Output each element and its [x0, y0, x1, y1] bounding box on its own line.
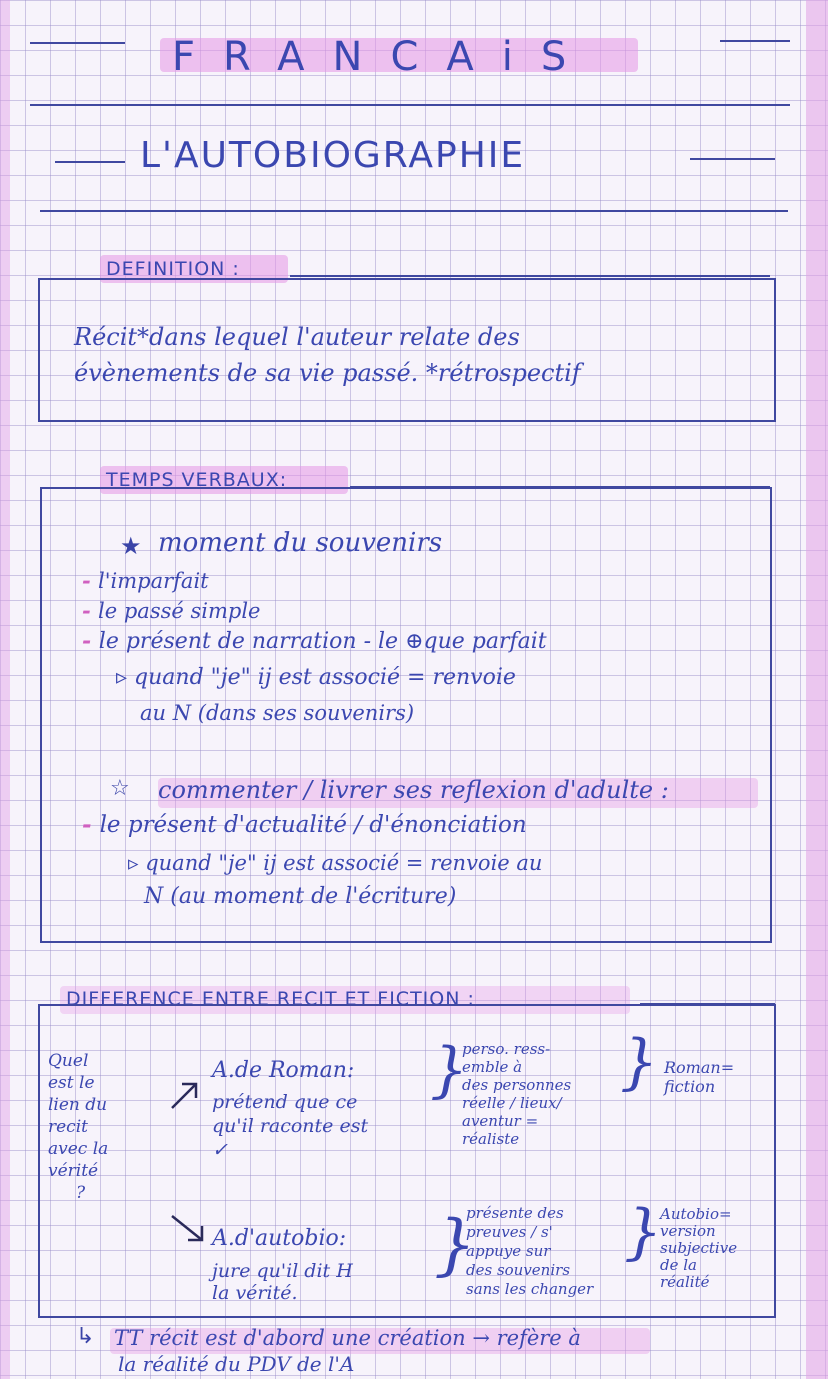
difference-question: Quel est le lien du recit avec la vérité ?	[48, 1051, 109, 1203]
header-rule-right	[720, 40, 790, 42]
subtitle-underline	[40, 210, 788, 212]
arrow-up-right-icon	[168, 1078, 202, 1112]
definition-line-2: évènements de sa vie passé. *rétrospectif	[74, 359, 581, 387]
temps-note1-line2: au N (dans ses souvenirs)	[140, 701, 415, 725]
page-title: FRANCAiS	[172, 34, 595, 80]
title-underline	[30, 104, 790, 106]
autobio-title: A.d'autobio:	[212, 1226, 347, 1251]
header-rule-left	[30, 42, 125, 44]
star-icon-2: ☆	[110, 776, 130, 801]
temps-note2-line1: ▹ quand "je" ij est associé = renvoie au	[128, 851, 543, 875]
star-icon: ★	[120, 532, 142, 560]
temps-note1-line1: ▹ quand "je" ij est associé = renvoie	[116, 665, 516, 690]
brace-icon-4: }	[624, 1197, 663, 1267]
temps-section2-title: commenter / livrer ses reflexion d'adulte :	[158, 776, 669, 804]
return-arrow-icon: ↳	[76, 1324, 95, 1349]
temps-item-2: - le passé simple	[82, 598, 261, 623]
conclusion-line-1: TT récit est d'abord une création → refère à	[114, 1326, 581, 1350]
arrow-down-right-icon	[168, 1212, 208, 1246]
definition-heading: DEFINITION :	[106, 258, 240, 280]
roman-title: A.de Roman:	[212, 1058, 355, 1083]
brace-icon-2: }	[620, 1027, 659, 1097]
page-margin-left	[0, 0, 10, 1379]
arrow-right-icon-2: ▹	[128, 851, 146, 875]
difference-heading: DIFFERENCE ENTRE RECIT ET FICTION :	[66, 988, 475, 1010]
dash-icon: -	[82, 568, 99, 593]
roman-lines: prétend que ce qu'il raconte est ✓	[212, 1091, 369, 1161]
dash-icon: -	[82, 598, 99, 623]
definition-line-1: Récit*dans lequel l'auteur relate des	[74, 323, 520, 351]
temps-item-1: - l'imparfait	[82, 568, 209, 593]
temps-item-4: - le présent d'actualité / d'énonciation	[82, 811, 527, 838]
dash-icon: -	[82, 811, 100, 838]
roman-detail: perso. ress- emble à des personnes réelle / lieux/ aventur = réaliste	[462, 1040, 572, 1148]
temps-note2-line2: N (au moment de l'écriture)	[144, 884, 457, 909]
autobio-detail: présente des preuves / s' appuye sur des souvenirs sans les changer	[466, 1204, 594, 1298]
subtitle-rule-left	[55, 161, 125, 163]
dash-icon: -	[82, 628, 99, 654]
conclusion-line-2: la réalité du PDV de l'A	[118, 1352, 355, 1376]
roman-result: Roman= fiction	[664, 1058, 735, 1096]
page-margin-right	[806, 0, 828, 1379]
subtitle-rule-right	[690, 158, 775, 160]
temps-item-3: - le présent de narration - le ⊕que parfait	[82, 628, 547, 654]
definition-heading-rule	[290, 275, 770, 277]
brace-icon: }	[430, 1035, 469, 1105]
autobio-result: Autobio= version subjective de la réalité	[660, 1205, 738, 1291]
temps-section1-title: moment du souvenirs	[158, 528, 443, 558]
page-subtitle: L'AUTOBIOGRAPHIE	[140, 135, 526, 176]
arrow-right-icon: ▹	[116, 665, 135, 690]
autobio-lines: jure qu'il dit H la vérité.	[212, 1260, 353, 1304]
brace-icon-3: }	[434, 1206, 476, 1283]
temps-heading: TEMPS VERBAUX:	[106, 469, 288, 491]
